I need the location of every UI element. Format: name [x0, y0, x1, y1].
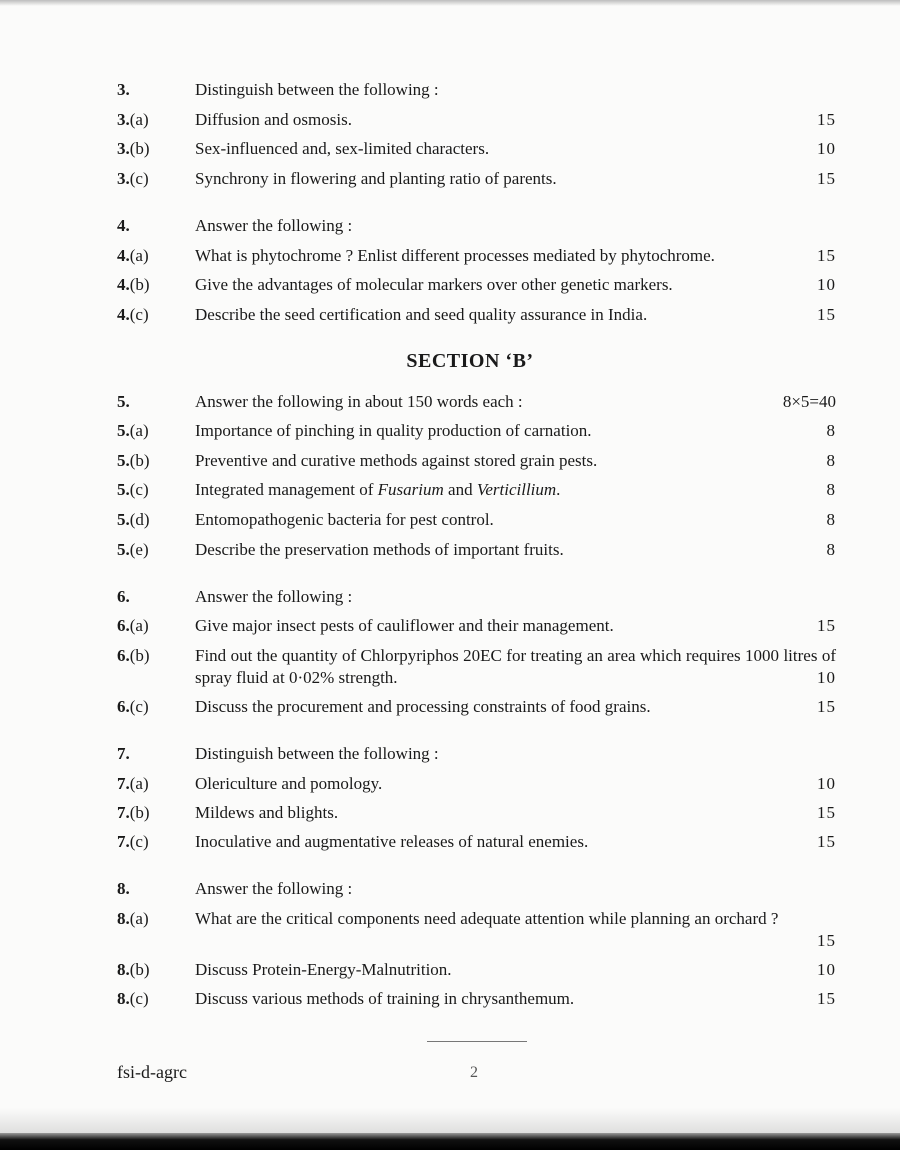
footer-divider	[427, 1041, 527, 1042]
question-marks: 10	[817, 774, 836, 793]
question-text: Distinguish between the following :	[195, 80, 439, 99]
question-number: 6.(b)	[117, 646, 150, 665]
question-number: 4.	[117, 216, 130, 235]
scan-bottom-edge	[0, 1133, 900, 1150]
question-number: 7.(a)	[117, 774, 149, 793]
question-marks: 10	[817, 139, 836, 158]
question-text: Importance of pinching in quality production of carnation.	[195, 421, 592, 440]
question-number: 5.(d)	[117, 510, 150, 529]
question-marks: 15	[817, 989, 836, 1008]
question-text: Discuss Protein-Energy-Malnutrition.	[195, 960, 452, 979]
question-number: 7.(c)	[117, 832, 149, 851]
question-text: Give the advantages of molecular markers over other genetic markers.	[195, 275, 673, 294]
question-marks: 15	[817, 616, 836, 635]
question-text: Describe the seed certification and seed quality assurance in India.	[195, 305, 648, 324]
question-text: Diffusion and osmosis.	[195, 110, 352, 129]
question-number: 5.(c)	[117, 480, 149, 499]
question-number: 8.	[117, 879, 130, 898]
question-marks: 8	[826, 421, 836, 440]
question-number: 6.(a)	[117, 616, 149, 635]
question-number: 6.	[117, 587, 130, 606]
question-number: 4.(a)	[117, 246, 149, 265]
paper-code: fsi-d-agrc	[117, 1062, 187, 1082]
question-marks: 8	[826, 540, 836, 559]
question-marks: 15	[817, 697, 836, 716]
question-text: Entomopathogenic bacteria for pest control.	[195, 510, 494, 529]
question-text: Answer the following :	[195, 216, 353, 235]
question-marks: 10	[817, 668, 836, 687]
question-number: 7.	[117, 744, 130, 763]
question-text: Distinguish between the following :	[195, 744, 439, 763]
question-text: Integrated management of Fusarium and Verticillium.	[195, 480, 561, 499]
question-number: 3.	[117, 80, 130, 99]
question-marks: 10	[817, 275, 836, 294]
question-text: Find out the quantity of Chlorpyriphos 20EC for treating an area which requires 1000 litres of spray fluid at 0·02% strength.	[195, 646, 836, 687]
question-number: 4.(c)	[117, 305, 149, 324]
question-marks: 15	[817, 803, 836, 822]
question-number: 8.(c)	[117, 989, 149, 1008]
question-text: Preventive and curative methods against stored grain pests.	[195, 451, 598, 470]
page-number: 2	[470, 1064, 478, 1081]
question-number: 8.(b)	[117, 960, 150, 979]
scan-shadow	[0, 1108, 900, 1133]
question-text: What are the critical components need adequate attention while planning an orchard ?	[195, 909, 779, 928]
question-number: 5.(a)	[117, 421, 149, 440]
question-number: 3.(b)	[117, 139, 150, 158]
question-number: 7.(b)	[117, 803, 150, 822]
question-text: Answer the following :	[195, 879, 353, 898]
pathogen-name-italic: Verticillium	[476, 480, 557, 499]
question-text: Answer the following in about 150 words each :	[195, 392, 523, 411]
question-text: Answer the following :	[195, 587, 353, 606]
question-number: 3.(c)	[117, 169, 149, 188]
question-marks: 15	[817, 832, 836, 851]
question-marks: 15	[817, 305, 836, 324]
question-marks: 8	[826, 451, 836, 470]
question-marks: 8×5=40	[782, 392, 836, 411]
question-text: Give major insect pests of cauliflower and their management.	[195, 616, 614, 635]
pathogen-name-italic: Fusarium	[377, 480, 444, 499]
question-text: What is phytochrome ? Enlist different processes mediated by phytochrome.	[195, 246, 715, 265]
section-b-title: SECTION ‘B’	[406, 350, 534, 372]
question-number: 6.(c)	[117, 697, 149, 716]
scan-top-edge	[0, 0, 900, 6]
question-text: Discuss various methods of training in chrysanthemum.	[195, 989, 575, 1008]
question-marks: 15	[817, 169, 836, 188]
question-marks: 10	[817, 960, 836, 979]
question-text: Synchrony in flowering and planting ratio of parents.	[195, 169, 557, 188]
question-marks: 8	[826, 480, 836, 499]
question-text: Mildews and blights.	[195, 803, 339, 822]
question-text: Describe the preservation methods of important fruits.	[195, 540, 564, 559]
question-text: Discuss the procurement and processing constraints of food grains.	[195, 697, 651, 716]
question-text: Inoculative and augmentative releases of natural enemies.	[195, 832, 589, 851]
question-number: 3.(a)	[117, 110, 149, 129]
question-marks: 15	[817, 246, 836, 265]
question-marks: 15	[817, 110, 836, 129]
question-number: 8.(a)	[117, 909, 149, 928]
question-number: 5.(b)	[117, 451, 150, 470]
question-text: Olericulture and pomology.	[195, 774, 383, 793]
question-number: 4.(b)	[117, 275, 150, 294]
question-marks: 8	[826, 510, 836, 529]
question-number: 5.	[117, 392, 130, 411]
question-text: Sex-influenced and, sex-limited characters.	[195, 139, 490, 158]
question-number: 5.(e)	[117, 540, 149, 559]
question-marks: 15	[817, 931, 836, 950]
